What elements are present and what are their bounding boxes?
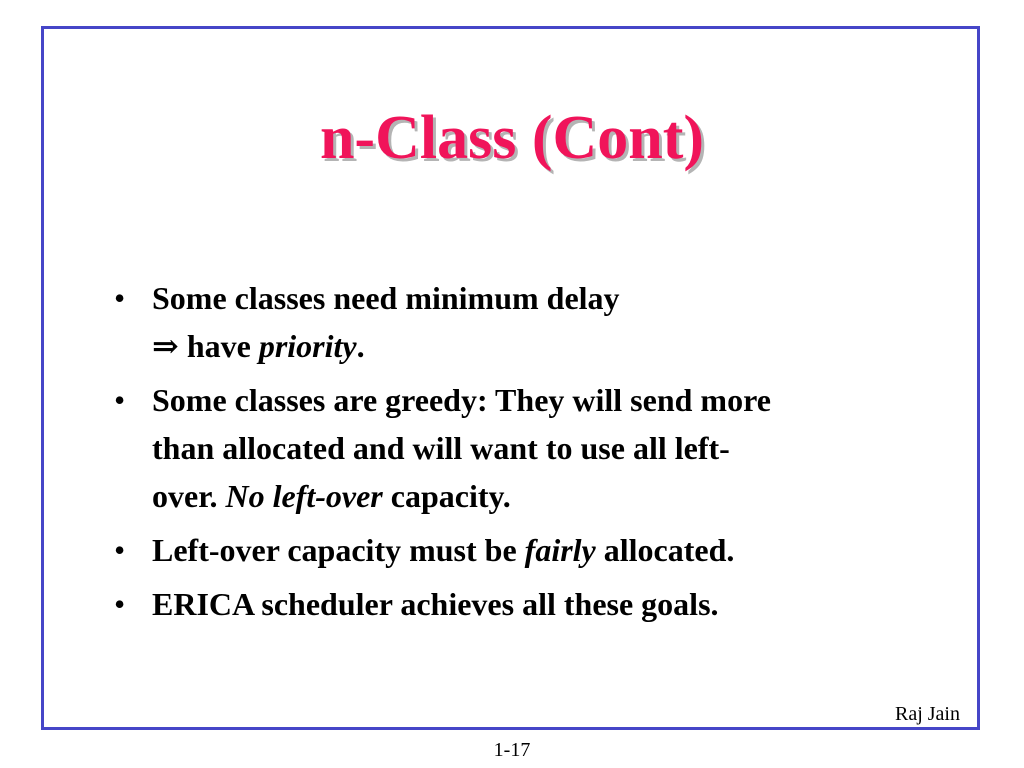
bullet-text: allocated. [595, 532, 735, 568]
bullet-dot: • [114, 586, 126, 622]
bullet-item [110, 376, 940, 520]
bullet-text: ⇒ have [152, 328, 259, 364]
bullet-dot: • [114, 532, 126, 568]
bullet-item [110, 580, 940, 628]
bullet-line [152, 580, 940, 628]
bullet-line [152, 322, 940, 370]
bullet-line [152, 424, 940, 472]
bullet-line [152, 274, 940, 322]
bullet-line [152, 472, 940, 520]
bullet-line [152, 526, 940, 574]
bullet-item [110, 274, 940, 370]
bullet-text: . [356, 328, 365, 364]
bullet-emphasis: priority [258, 328, 357, 364]
bullet-text: over. [152, 478, 226, 514]
bullet-dot: • [114, 382, 126, 418]
bullet-list [110, 274, 940, 634]
bullet-line [152, 376, 940, 424]
bullet-text: than allocated and will want to use all left- [152, 430, 730, 466]
bullet-emphasis: fairly [524, 532, 596, 568]
slide-title: n-Class (Cont) [319, 104, 705, 172]
bullet-dot: • [114, 280, 126, 316]
bullet-text: ERICA scheduler achieves all these goals. [152, 586, 719, 622]
bullet-item [110, 526, 940, 574]
bullet-text: capacity. [382, 478, 511, 514]
page-number: 1-17 [493, 739, 531, 761]
bullet-emphasis: No left-over [225, 478, 383, 514]
bullet-text: Some classes need minimum delay [152, 280, 620, 316]
bullet-text: Some classes are greedy: They will send more [152, 382, 771, 418]
bullet-text: Left-over capacity must be [152, 532, 525, 568]
footer-author: Raj Jain [895, 703, 960, 725]
